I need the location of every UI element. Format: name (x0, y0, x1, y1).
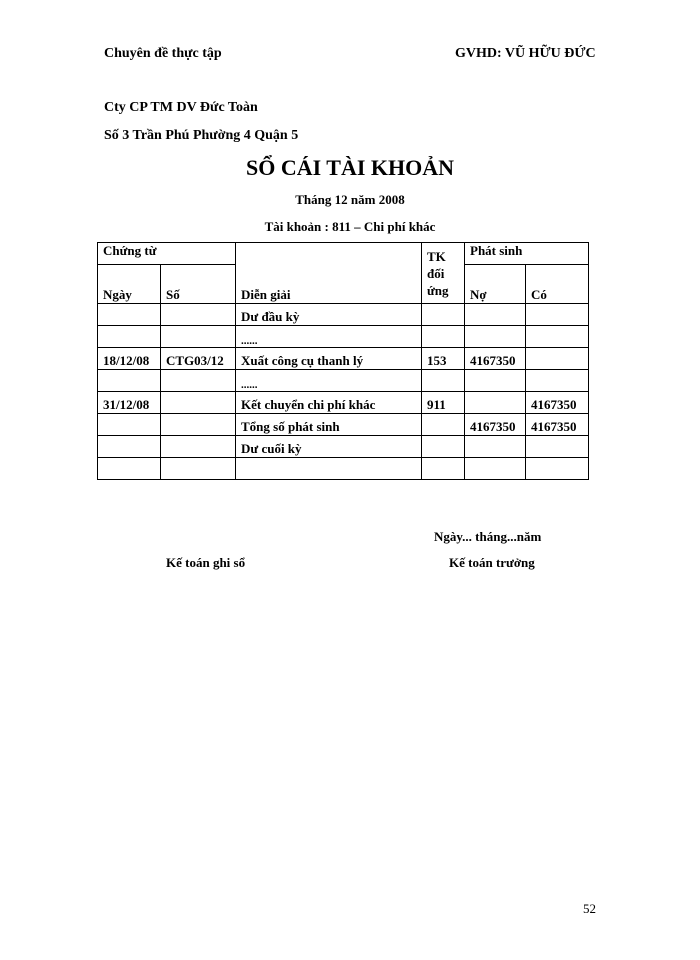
footer-date-line: Ngày... tháng...năm (434, 529, 542, 544)
header-left-text: Chuyên đề thực tập (104, 46, 222, 61)
document-title: SỔ CÁI TÀI KHOẢN (245, 155, 455, 180)
table-row (98, 392, 589, 414)
cell-debit (465, 326, 526, 348)
cell-number (161, 304, 236, 326)
table-row (98, 304, 589, 326)
company-name: Cty CP TM DV Đức Toàn (104, 100, 258, 115)
cell-contra (422, 326, 465, 348)
cell-date (98, 370, 161, 392)
header-credit: Có (526, 265, 589, 304)
signature-chief-accountant: Kế toán trưởng (449, 555, 535, 570)
cell-description: Dư cuối kỳ (236, 436, 422, 458)
company-address: Số 3 Trần Phú Phường 4 Quận 5 (104, 128, 299, 143)
document-period: Tháng 12 năm 2008 (295, 192, 405, 207)
cell-description: ...... (236, 326, 422, 348)
cell-number: CTG03/12 (161, 348, 236, 370)
cell-number (161, 436, 236, 458)
header-amount: Phát sinh (465, 243, 589, 265)
cell-description: Dư đầu kỳ (236, 304, 422, 326)
cell-contra (422, 414, 465, 436)
cell-credit: 4167350 (526, 414, 589, 436)
cell-description: Kết chuyển chi phí khác (236, 392, 422, 414)
cell-contra (422, 458, 465, 480)
cell-credit: 4167350 (526, 392, 589, 414)
cell-date (98, 304, 161, 326)
header-row-1 (98, 243, 589, 265)
cell-debit: 4167350 (465, 348, 526, 370)
header-right-text: GVHD: VŨ HỮU ĐỨC (455, 46, 596, 61)
cell-contra: 153 (422, 348, 465, 370)
cell-credit (526, 370, 589, 392)
cell-number (161, 392, 236, 414)
cell-description (236, 458, 422, 480)
cell-number (161, 414, 236, 436)
cell-description: Tổng số phát sinh (236, 414, 422, 436)
cell-date: 31/12/08 (98, 392, 161, 414)
cell-credit (526, 326, 589, 348)
cell-debit (465, 392, 526, 414)
cell-debit (465, 370, 526, 392)
cell-credit (526, 304, 589, 326)
cell-contra: 911 (422, 392, 465, 414)
cell-date (98, 458, 161, 480)
cell-debit: 4167350 (465, 414, 526, 436)
cell-contra (422, 304, 465, 326)
cell-date (98, 326, 161, 348)
cell-description: ...... (236, 370, 422, 392)
table-row (98, 414, 589, 436)
cell-credit (526, 458, 589, 480)
header-debit: Nợ (465, 265, 526, 304)
cell-number (161, 370, 236, 392)
ledger-body (98, 304, 589, 480)
signature-bookkeeper: Kế toán ghi sổ (166, 555, 246, 570)
page-number: 52 (583, 901, 596, 916)
cell-debit (465, 458, 526, 480)
header-description: Diễn giải (236, 243, 422, 304)
table-row (98, 436, 589, 458)
cell-debit (465, 304, 526, 326)
cell-debit (465, 436, 526, 458)
header-date: Ngày (98, 265, 161, 304)
cell-date: 18/12/08 (98, 348, 161, 370)
cell-credit (526, 348, 589, 370)
table-row (98, 458, 589, 480)
cell-date (98, 436, 161, 458)
table-row (98, 348, 589, 370)
table-row (98, 370, 589, 392)
cell-description: Xuất công cụ thanh lý (236, 348, 422, 370)
account-line: Tài khoản : 811 – Chi phí khác (264, 219, 436, 234)
cell-date (98, 414, 161, 436)
ledger-table (97, 242, 589, 480)
table-row (98, 326, 589, 348)
header-voucher: Chứng từ (98, 243, 236, 265)
header-number: Số (161, 265, 236, 304)
cell-credit (526, 436, 589, 458)
cell-contra (422, 370, 465, 392)
cell-number (161, 326, 236, 348)
cell-number (161, 458, 236, 480)
header-contra: TK đối ứng (422, 243, 465, 304)
cell-contra (422, 436, 465, 458)
